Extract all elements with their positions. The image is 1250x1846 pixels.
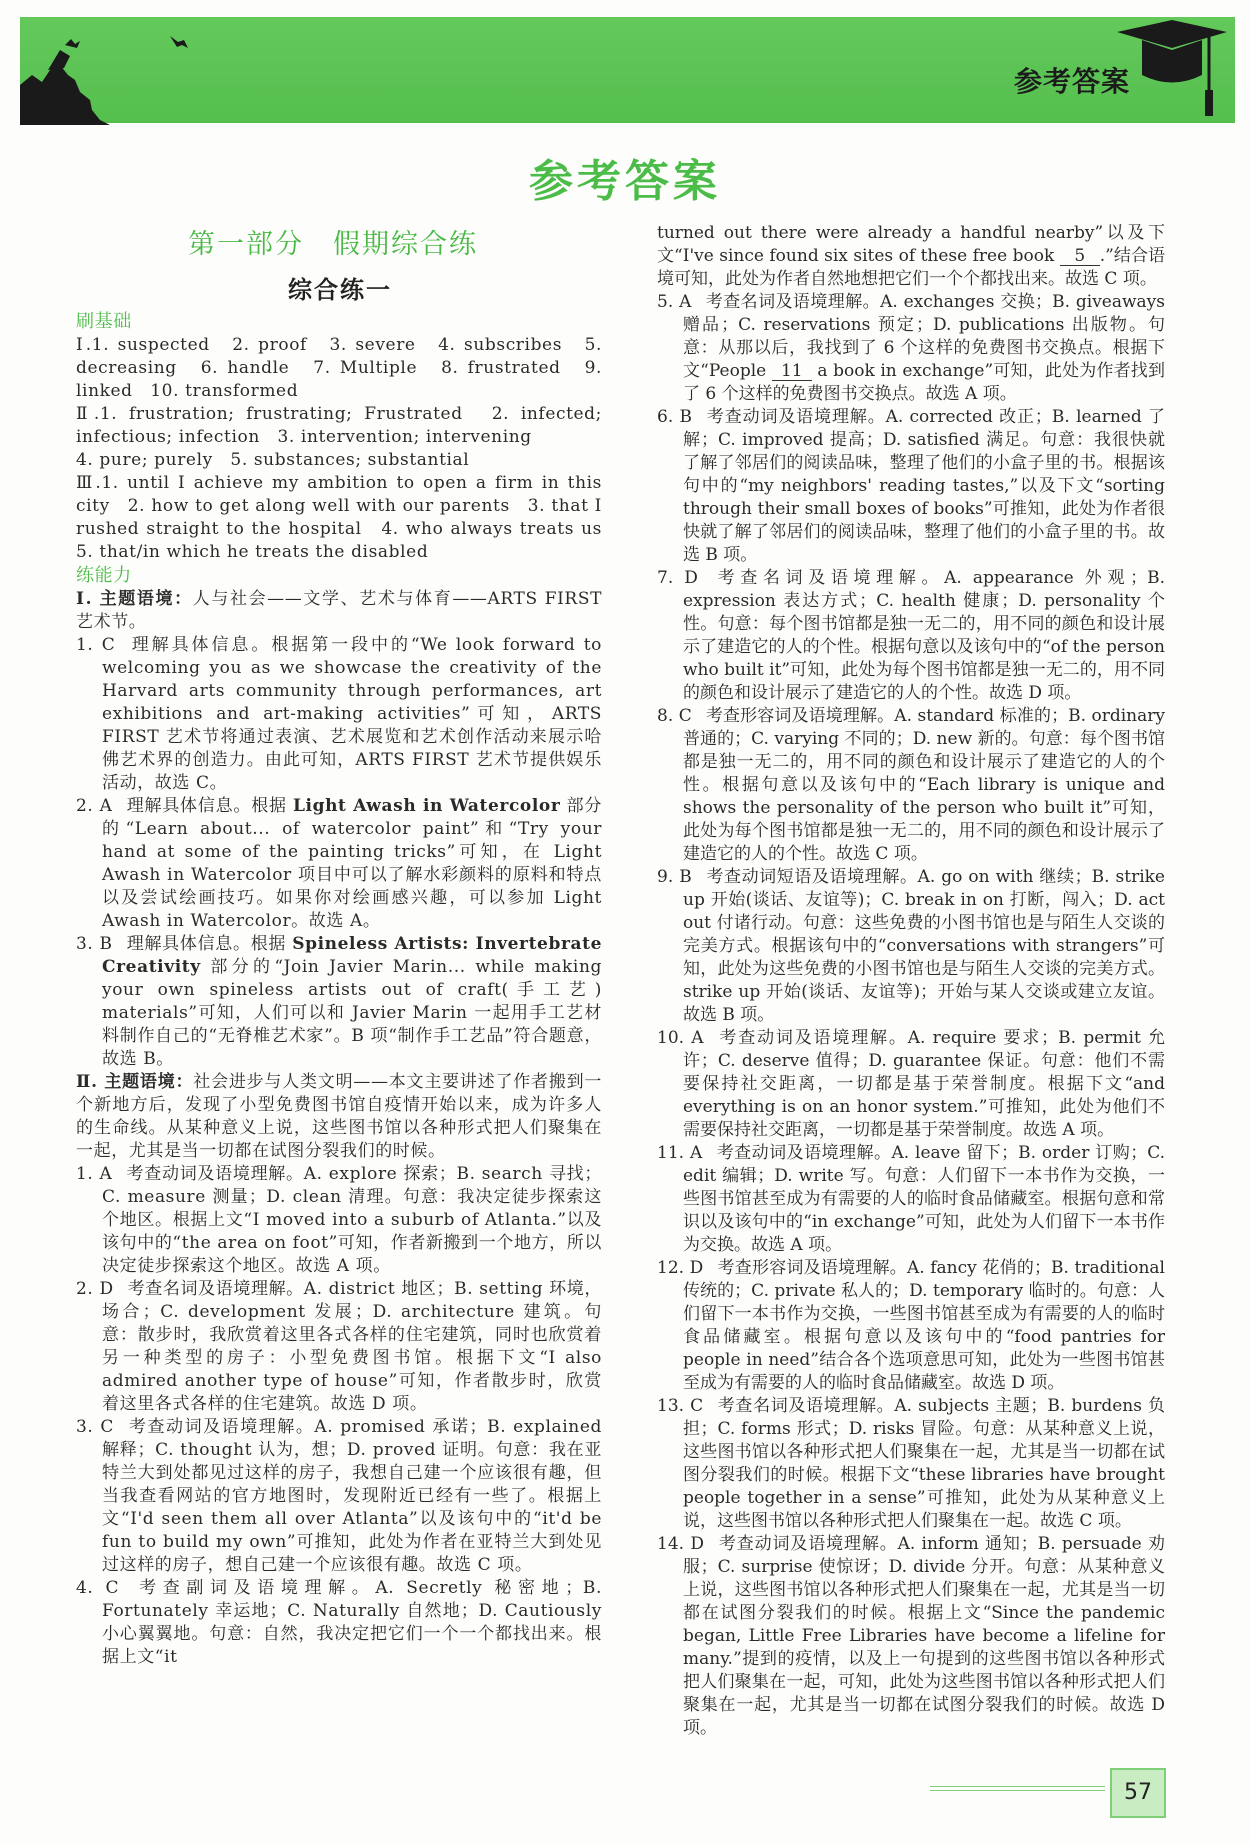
text: a book in exchange”可知，此处为作者找到了 6 个这样的免费图书交换点。故选 A 项。 <box>683 361 1165 404</box>
item-answer: C <box>100 1417 114 1437</box>
item-number: 1. <box>76 1164 94 1184</box>
item-answer: A <box>99 1164 113 1184</box>
footer-decoration <box>930 1786 1105 1794</box>
section-label: 刷基础 <box>76 311 132 332</box>
section-label: 练能力 <box>76 565 132 586</box>
item-answer: A <box>679 292 692 312</box>
answer-item <box>657 567 1165 705</box>
answer-item <box>76 634 602 795</box>
section-title: 综合练一 <box>288 275 392 304</box>
item-answer: A <box>689 1143 703 1163</box>
answer-item <box>76 1278 602 1416</box>
item-number: 14. <box>657 1534 685 1554</box>
blank-number: 5 <box>1060 247 1100 266</box>
answer-item <box>657 1533 1165 1740</box>
answer-paragraph <box>76 403 602 449</box>
answer-paragraph <box>76 449 602 472</box>
item-answer: D <box>690 1534 704 1554</box>
item-number: 11. <box>657 1143 685 1163</box>
answer-item <box>657 1395 1165 1533</box>
page-title: 参考答案 <box>529 156 721 207</box>
text: turned out there were already a handful nearby”以及下文“I've since found six sites of these free book <box>657 223 1165 266</box>
blank-number: 11 <box>772 362 812 381</box>
answer-paragraph <box>657 222 1165 291</box>
item-number: 4. <box>76 1578 94 1598</box>
bold-text: Light Awash in Watercolor <box>292 796 561 816</box>
item-number: 6. <box>657 407 674 427</box>
item-answer: C <box>105 1578 120 1598</box>
text: Ⅱ.1. frustration; frustrating; Frustrated 2. infected; infectious; infection 3. intervention; intervening <box>76 404 602 447</box>
text: 4. pure; purely 5. substances; substantial <box>76 450 470 470</box>
text: 部分的“Join Javier Marin... while making your own spineless artists out of craft(手工艺) materials”可知，人们可以和 Javier Marin 一起用手工艺材料制作自己的“无脊椎艺术家”。B 项“制作手工艺品”符合题意，故选 B。 <box>102 957 602 1069</box>
item-number: 1. <box>76 635 94 655</box>
text: 考查副词及语境理解。A. Secretly 秘密地；B. Fortunately 幸运地；C. Naturally 自然地；D. Cautiously 小心翼翼地。句意：自然，我决定把它们一个一个都找出来。根据上文“it <box>102 1578 602 1667</box>
item-answer: D <box>689 1258 704 1278</box>
bold-text: Ⅱ. 主题语境： <box>76 1072 194 1092</box>
item-answer: B <box>679 407 693 427</box>
page-number: 57 <box>1110 1768 1166 1818</box>
header-title: 参考答案 <box>1013 65 1130 98</box>
answer-item <box>657 705 1165 866</box>
item-answer: A <box>99 796 113 816</box>
text: Ⅰ.1. suspected 2. proof 3. severe 4. subscribes 5. decreasing 6. handle 7. Multiple 8. frustrated 9. linked 10. transformed <box>76 335 602 401</box>
item-answer: B <box>99 934 113 954</box>
climber-silhouette-icon <box>20 30 280 125</box>
answer-item <box>76 1163 602 1278</box>
item-answer: C <box>101 635 116 655</box>
answer-item <box>657 291 1165 406</box>
answer-item <box>76 795 602 933</box>
text: 理解具体信息。根据 <box>126 796 293 816</box>
text: 理解具体信息。根据第一段中的“We look forward to welcoming you as we showcase the creativity of the Harvard arts community through performances, art exhibitions and art-making activities”可知，ARTS FIRST 艺术节将通过表演、艺术展览和艺术创作活动来展示哈佛艺术界的创造力。由此可知，ARTS FIRST 艺术节提供娱乐活动，故选 C。 <box>102 635 602 793</box>
item-number: 2. <box>76 796 94 816</box>
part-title: 第一部分 假期综合练 <box>188 229 478 260</box>
text: 考查动词及语境理解。A. require 要求；B. permit 允许；C. deserve 值得；D. guarantee 保证。句意：他们不需要保持社交距离，一切都是基于荣誉制度。根据下文“and everything is on an honor system.”可推知，此处为他们不需要保持社交距离，一切都是基于荣誉制度。故选 A 项。 <box>683 1028 1166 1140</box>
text: 考查动词及语境理解。A. leave 留下；B. order 订购；C. edit 编辑；D. write 写。句意：人们留下一本书作为交换，一些图书馆甚至成为有需要的人的临时食品储藏室。根据句意和常识以及该句中的“in exchange”可知，此处为人们留下一本书作为交换。故选 A 项。 <box>683 1143 1165 1255</box>
item-number: 5. <box>657 292 674 312</box>
answer-item <box>657 406 1165 567</box>
graduation-cap-icon <box>1117 20 1232 120</box>
item-answer: D <box>684 568 698 588</box>
text: 考查动词及语境理解。A. inform 通知；B. persuade 劝服；C. surprise 使惊讶；D. divide 分开。句意：从某种意义上说，这些图书馆以各种形式把人们聚集在一起，尤其是当一切都在试图分裂我们的时候。根据上文“Since the pandemic began, Little Free Libraries have become a lifeline for many.”提到的疫情，以及上一句提到的这些图书馆以各种形式把人们聚集在一起，可知，此处为这些图书馆以各种形式把人们聚集在一起，尤其是当一切都在试图分裂我们的时候。故选 D 项。 <box>683 1534 1166 1738</box>
item-answer: C <box>690 1396 704 1416</box>
item-number: 8. <box>657 706 674 726</box>
bold-text: Ⅰ. 主题语境： <box>76 589 193 609</box>
text: 人与社会——文学、艺术与体育——ARTS FIRST 艺术节。 <box>76 589 603 632</box>
item-number: 13. <box>657 1396 685 1416</box>
text: 考查名词及语境理解。A. district 地区；B. setting 环境，场合；C. development 发展；D. architecture 建筑。句意：散步时，我欣赏着这里各式各样的住宅建筑，同时也欣赏着另一种类型的房子：小型免费图书馆。根据下文“I also admired another type of house”可知，作者散步时，欣赏着这里各式各样的住宅建筑。故选 D 项。 <box>102 1279 602 1414</box>
text: Ⅲ.1. until I achieve my ambition to open a firm in this city 2. how to get along well with our parents 3. that I rushed straight to the hospital 4. who always treats us 5. that/in which he treats the disabled <box>76 473 620 562</box>
item-answer: C <box>678 706 692 726</box>
answer-item <box>657 1257 1165 1395</box>
text: 考查名词及语境理解。A. exchanges 交换；B. giveaways 赠品；C. reservations 预定；D. publications 出版物。句意：从那以后，我找到了 6 个这样的免费图书交换点。根据下文“People <box>683 292 1166 381</box>
text: 考查动词短语及语境理解。A. go on with 继续；B. strike up 开始(谈话、友谊等)；C. break in on 打断，闯入；D. act out 付诸行动。句意：这些免费的小图书馆也是与陌生人交谈的完美方式。根据该句中的“conversations with strangers”可知，此处为这些免费的小图书馆也是与陌生人交谈的完美方式。strike up 开始(谈话、友谊等)；开始与某人交谈或建立友谊。故选 B 项。 <box>683 867 1165 1025</box>
text: 考查动词及语境理解。A. explore 探索；B. search 寻找；C. measure 测量；D. clean 清理。句意：我决定徒步探索这个地区。根据上文“I moved into a suburb of Atlanta.”以及该句中的“the area on foot”可知，作者新搬到一个地方，所以决定徒步探索这个地区。故选 A 项。 <box>102 1164 602 1276</box>
answer-item <box>76 1416 602 1577</box>
answer-item <box>657 1142 1165 1257</box>
answer-paragraph <box>76 1071 602 1163</box>
item-number: 7. <box>657 568 674 588</box>
item-answer: A <box>691 1028 704 1048</box>
left-column <box>76 310 620 1669</box>
answer-item <box>76 1577 602 1669</box>
item-number: 2. <box>76 1279 94 1299</box>
answer-paragraph <box>76 334 602 403</box>
answer-item <box>657 866 1165 1027</box>
bold-text: Spineless Artists: Invertebrate Creativity <box>102 934 603 977</box>
answer-item <box>76 933 602 1071</box>
item-answer: B <box>679 867 692 887</box>
item-number: 3. <box>76 1417 94 1437</box>
answer-item <box>657 1027 1165 1142</box>
text: 考查名词及语境理解。A. subjects 主题；B. burdens 负担；C. forms 形式；D. risks 冒险。句意：从某种意义上说，这些图书馆以各种形式把人们聚集在一起，尤其是当一切都在试图分裂我们的时候。根据下文“these libraries have brought people together in a sense”可推知，此处为从某种意义上说，这些图书馆以各种形式把人们聚集在一起。故选 C 项。 <box>683 1396 1165 1531</box>
text: 考查动词及语境理解。A. promised 承诺；B. explained 解释；C. thought 认为，想；D. proved 证明。句意：我在亚特兰大到处都见过这样的房子，我想自己建一个应该很有趣，但当我查看网站的官方地图时，发现附近已经有一些了。根据上文“I'd seen them all over Atlanta”以及该句中的“it'd be fun to build my own”可推知，此处为作者在亚特兰大到处见过这样的房子，想自己建一个应该很有趣。故选 C 项。 <box>102 1417 602 1575</box>
text: .”结合语境可知，此处为作者自然地想把它们一个个都找出来。故选 C 项。 <box>657 246 1165 289</box>
item-answer: D <box>99 1279 114 1299</box>
text: 考查动词及语境理解。A. corrected 改正；B. learned 了解；C. improved 提高；D. satisfied 满足。句意：我很快就了解了邻居们的阅读品味，整理了他们的小盒子里的书。根据该句中的“my neighbors' reading tastes,”以及下文“sorting through their small boxes of books”可推知，此处为作者很快就了解了邻居们的阅读品味，整理了他们的小盒子里的书。故选 B 项。 <box>683 407 1165 565</box>
item-number: 3. <box>76 934 94 954</box>
item-number: 9. <box>657 867 674 887</box>
text: 部分的“Learn about... of watercolor paint”和“Try your hand at some of the painting tricks”可知，在 Light Awash in Watercolor 项目中可以了解水彩颜料的原料和特点以及尝试绘画技巧。如果你对绘画感兴趣，可以参加 Light Awash in Watercolor。故选 A。 <box>102 796 602 931</box>
answer-paragraph <box>76 588 602 634</box>
text: 理解具体信息。根据 <box>126 934 293 954</box>
text: 考查形容词及语境理解。A. fancy 花俏的；B. traditional 传统的；C. private 私人的；D. temporary 临时的。句意：人们留下一本书作为交换，一些图书馆甚至成为有需要的人的临时食品储藏室。根据句意以及该句中的“food pantries for people in need”结合各个选项意思可知，此处为一些图书馆甚至成为有需要的人的临时食品储藏室。故选 D 项。 <box>683 1258 1165 1393</box>
answer-paragraph <box>76 472 620 564</box>
right-column <box>657 222 1165 1740</box>
text: 社会进步与人类文明——本文主要讲述了作者搬到一个新地方后，发现了小型免费图书馆自疫情开始以来，成为许多人的生命线。从某种意义上说，这些图书馆以各种形式把人们聚集在一起，尤其是当一切都在试图分裂我们的时候。 <box>76 1072 602 1161</box>
text: 考查形容词及语境理解。A. standard 标准的；B. ordinary 普通的；C. varying 不同的；D. new 新的。句意：每个图书馆都是独一无二的，用不同的颜色和设计展示了建造它的人的个性。根据句意以及该句中的“Each library is unique and shows the personality of the person who built it”可知，此处为每个图书馆都是独一无二的，用不同的颜色和设计展示了建造它的人的个性。故选 C 项。 <box>683 706 1165 864</box>
item-number: 12. <box>657 1258 685 1278</box>
item-number: 10. <box>657 1028 685 1048</box>
text: 考查名词及语境理解。A. appearance 外观；B. expression 表达方式；C. health 健康；D. personality 个性。句意：每个图书馆都是独一无二的，用不同的颜色和设计展示了建造它的人的个性。根据句意以及该句中的“of the person who built it”可知，此处为每个图书馆都是独一无二的，用不同的颜色和设计展示了建造它的人的个性。故选 D 项。 <box>683 568 1165 703</box>
